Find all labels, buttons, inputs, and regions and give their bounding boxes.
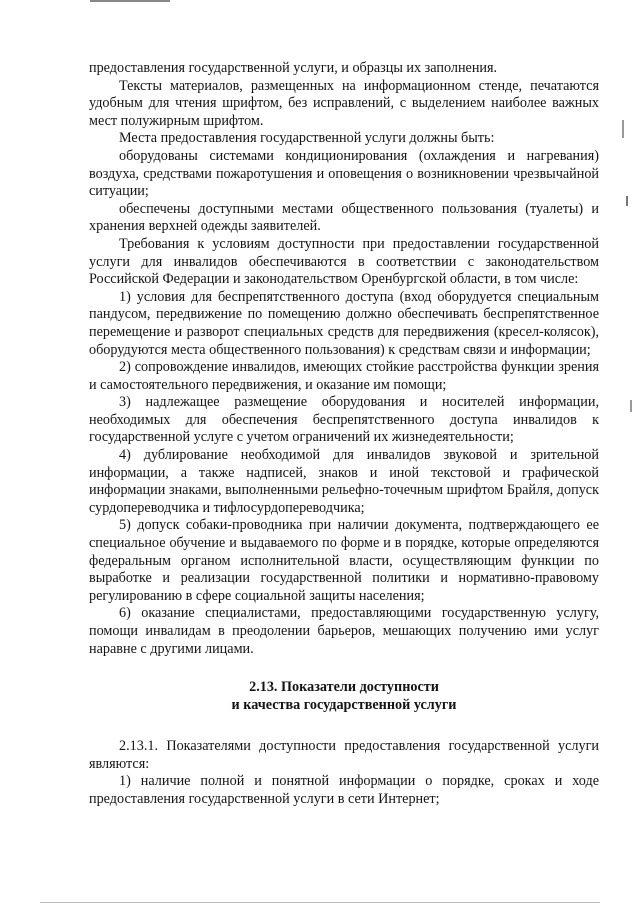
section-heading-line-2: и качества государственной услуги <box>231 697 457 714</box>
section-heading-line-1: 2.13. Показатели доступности <box>249 679 439 696</box>
paragraph-places-requirements: Места предоставления государственной услуги должны быть: <box>119 130 495 147</box>
list-item-5-guide-dog: 5) допуск собаки-проводника при наличии документа, подтверждающего ее специальное обучение и выдаваемого по форме и в порядке, которые определяются федеральным органом исполнительной власти, осуществляющим функции по выработке и реализации государственной политики и нормативно-правовому регулированию в сфере социальной защиты населения; <box>89 517 599 604</box>
scan-edge-mark <box>630 400 632 412</box>
paragraph-2-13-1: 2.13.1. Показателями доступности предоставления государственной услуги являются: <box>89 738 599 772</box>
document-page <box>89 60 599 809</box>
scan-edge-mark <box>626 196 628 206</box>
list-item-6-assistance: 6) оказание специалистами, предоставляющими государственную услугу, помощи инвалидам в преодолении барьеров, мешающих получению ими услуг наравне с другими лицами. <box>89 605 599 657</box>
paragraph-stand-texts: Тексты материалов, размещенных на информационном стенде, печатаются удобным для чтения шрифтом, без исправлений, с выделением наиболее важных мест полужирным шрифтом. <box>89 77 599 129</box>
list-item-3-equipment: 3) надлежащее размещение оборудования и носителей информации, необходимых для обеспечения беспрепятственного доступа инвалидов к государственной услуге с учетом ограничений их жизнедеятельности; <box>89 394 599 446</box>
list-item-1-information: 1) наличие полной и понятной информации о порядке, сроках и ходе предоставления государственной услуги в сети Интернет; <box>89 773 599 807</box>
paragraph-intro: предоставления государственной услуги, и образцы их заполнения. <box>89 60 498 76</box>
paragraph-air-conditioning: оборудованы системами кондиционирования (охлаждения и нагревания) воздуха, средствами пожаротушения и оповещения о возникновении чрезвычайной ситуации; <box>89 147 599 200</box>
list-item-4-duplication: 4) дублирование необходимой для инвалидов звуковой и зрительной информации, а также надписей, знаков и иной текстовой и графической информации знаками, выполненными рельефно-точечным шрифтом Брайля, допуск сурдопереводчика и тифлосурдопереводчика; <box>89 447 599 516</box>
scan-edge-mark <box>40 902 600 903</box>
scan-edge-mark <box>622 120 624 138</box>
scan-edge-mark <box>90 0 170 2</box>
list-item-2-escort: 2) сопровождение инвалидов, имеющих стойкие расстройства функции зрения и самостоятельного передвижения, и оказание им помощи; <box>89 359 599 393</box>
paragraph-accessibility-requirements: Требования к условиям доступности при предоставлении государственной услуги для инвалидов обеспечиваются в соответствии с законодательством Российской Федерации и законодательством Оренбургской области, в том числе: <box>89 235 599 288</box>
list-item-1-access: 1) условия для беспрепятственного доступа (вход оборудуется специальным пандусом, передвижение по помещению должно обеспечивать беспрепятственное перемещение и разворот специальных средств для передвижения (кресел-колясок), оборудуются места общественного пользования) к средствам связи и информации; <box>89 288 599 358</box>
paragraph-public-facilities: обеспечены доступными местами общественного пользования (туалеты) и хранения верхней одежды заявителей. <box>89 200 599 235</box>
